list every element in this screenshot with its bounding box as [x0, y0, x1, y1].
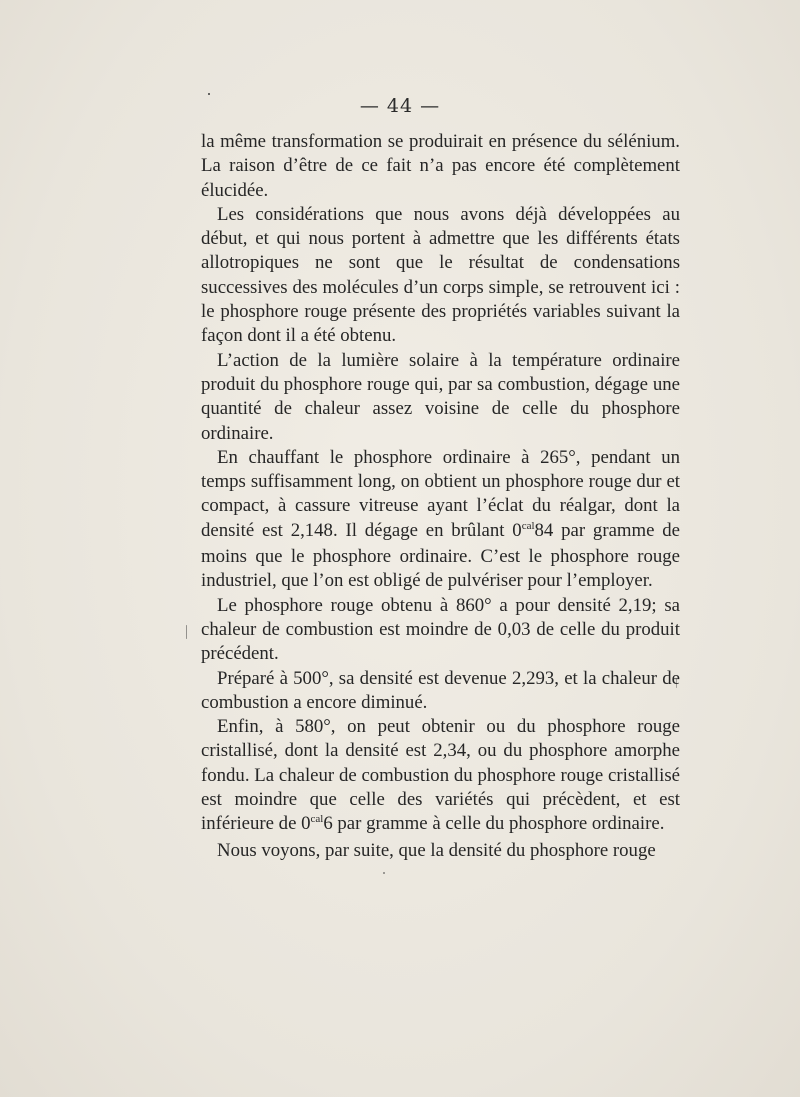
paragraph-2: Les considérations que nous avons déjà développées au début, et qui nous portent à admettre que les différents états allotropiques ne sont que le résultat de condensations successives des molécules d’un corps simple, se retrouvent ici : le phosphore rouge présente des propriétés variables suivant la façon dont il a été obtenu. [201, 203, 680, 347]
paragraph-4-part-1: En chauffant le phosphore ordinaire à 265°, pendant un temps suffisamment long, on obtient un phosphore rouge dur et compact, à cassure vitreuse ayant l’éclat du réalgar, dont la densité est 2,148. Il dégage en brûlant 0 [201, 446, 680, 541]
paper-speck [186, 625, 187, 639]
paragraph-1: la même transformation se produirait en présence du sélénium. La raison d’être de ce fait n’a pas encore été complètement élucidée. [201, 131, 680, 201]
paper-speck [676, 678, 677, 688]
paragraph-5: Le phosphore rouge obtenu à 860° a pour densité 2,19; sa chaleur de combustion est moindre de 0,03 de celle du produit précédent. [201, 594, 680, 665]
paragraph-7 [201, 715, 680, 838]
calorie-unit-superscript: cal [521, 519, 535, 532]
page-number: — 44 — [359, 95, 441, 117]
paragraph-8: Nous voyons, par suite, que la densité du phosphore rouge [217, 839, 656, 861]
paragraph-3: L’action de la lumière solaire à la température ordinaire produit du phosphore rouge qui, par sa combustion, dégage une quantité de chaleur assez voisine de celle du phosphore ordinaire. [201, 349, 680, 444]
paper-speck [383, 872, 385, 874]
calorie-unit-superscript-2: cal [310, 813, 324, 826]
body-text [201, 130, 680, 863]
paragraph-4-part-2: 84 par gramme de moins que le phosphore ordinaire. C’est le phosphore rouge industriel, que l’on est obligé de pulvériser pour l’employer. [201, 519, 681, 592]
paragraph-4 [201, 446, 680, 594]
paragraph-7-part-1: Enfin, à 580°, on peut obtenir ou du phosphore rouge cristallisé, dont la densité est 2,34, ou du phosphore amorphe fondu. La chaleur de combustion du phosphore rouge cristallisé est moindre que celle des variétés qui précèdent, et est inférieure de 0 [201, 716, 680, 835]
paragraph-6: Préparé à 500°, sa densité est devenue 2,293, et la chaleur de combustion a encore diminué. [201, 667, 680, 713]
paper-speck [208, 93, 210, 95]
paragraph-7-part-2: 6 par gramme à celle du phosphore ordinaire. [323, 813, 665, 835]
